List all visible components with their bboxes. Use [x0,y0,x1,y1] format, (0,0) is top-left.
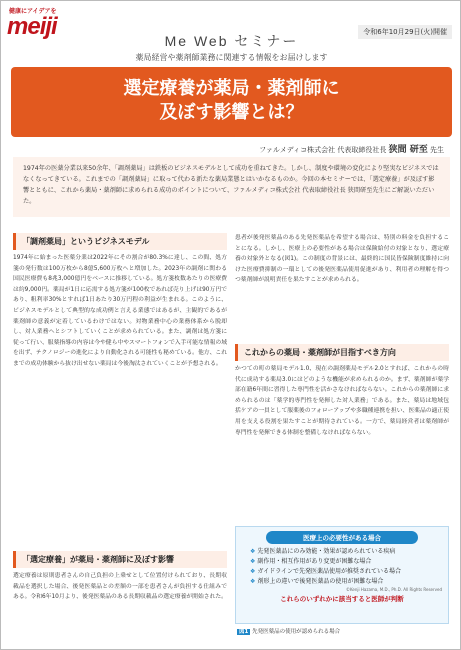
figure-copyright: ©Kenji Hazama, M.D., Ph.D. All Rights Reserved [345,587,442,592]
figure-footer: これらのいずれかに該当すると医師が判断 [280,595,404,603]
section-heading-future-direction: これからの薬局・薬剤師が目指すべき方向 [235,344,449,361]
logo-tagline: 健康にアイデアを [9,8,57,15]
section-heading-business-model: 「調剤薬局」というビジネスモデル [13,233,227,250]
figure-item [236,557,448,567]
figure-caption-text: 先発医薬品の使用が認められる場合 [252,629,341,635]
figure-caption-label: 図1 [239,629,249,635]
seminar-subtitle: 薬局経営や薬剤師業務に関連する情報をお届けします [135,53,328,62]
seminar-title: Me Web セミナー [164,33,299,49]
title-banner [11,67,452,137]
section-text-business-model: 1974年に始まった医薬分業は2022年にその割合が80.3%に達し、この間、処方箋の発行数は100万枚から8億5,600万枚へと増加した。2023年の調剤に関わる国民医療費も8兆3,000億円をベースに推移している。処方箋枚数あたりの医療費は約9,000円。薬局が1日に応需する処方箋が100枚であれば売り上げは90万円であり、粗利率30%とすれば1日あたり30万円程の利益が生まれる。このように、ビジネスモデルとして典型的な成功例と言える業態ではあるが、主観的であるが薬剤師の意義が定着しているわけではない。対物業務中心の業務体系から脱却し、対人業務へとシフトしていくことが求められている。また、調剤は処方箋に従って行い、服薬指導の内容は今や健ら中やスマートフォンで入手可能な情報の域を出ず、テクノロジーの進化により自動化される可能性も秘めている。他方、これまでの成功体験から抜け出せない薬局は今後淘汰されていくことが予想される。 [13,255,227,367]
right-top-text: 患者が後発医薬品のある先発医薬品を希望する場合は、特別の料金を負担することになる。しかし、医療上の必要性がある場合は保険給付の対象となり、選定療養の対象外となる(図1)。この制度の背景には、最終的に国民皆保険制度維持に向けた医療費抑制の一環としての後発医薬品使用促進があり、利用者の理解を得つつ薬剤師が説明責任を果たすことが求められる。 [235,235,449,284]
date-badge: 令和6年10月29日(火)開催 [358,25,452,39]
figure-item-text: 先発医薬品にのみ効能・効果が認められている疾病 [257,548,396,555]
section-text-selective-care: 選定療養は原則患者さんの自己負担の上乗せとして位置付けられており、長期収載品を選択した場合、後発医薬品との差額の一部を患者さんが負担する仕組みである。令和6年10月より、後発医薬品のある長期収載品の選定療養が開始された。 [13,573,227,601]
check-icon: ❖ [250,558,256,565]
figure-item-text: ガイドラインで先発医薬品使用が推奨されている場合 [257,568,402,575]
author-line [259,142,444,155]
section-text-future-direction: かつての町の薬局モデル1.0、現在の調剤薬局モデル2.0とすれば、これからの時代に成功する薬局3.0にはどのような機能が求められるのか。まず、薬剤師が薬学部在籍6年間に習得した専門性を活かさなければならない。これからの薬剤師に求められるのは「薬学的専門性を発揮した対人業務」である。また、薬局は地域包括ケアの一員として服薬後のフォローアップや多職種連携を担い、医薬品の適正使用を支える役割を果たすことが期待されている。一方で、薬局経営者は薬剤師が専門性を発揮できる体制を整備しなければならない。 [235,366,449,436]
check-icon: ❖ [250,578,256,585]
figure-item-text: 副作用・相互作用があり変更が困難な場合 [257,558,372,565]
figure-item [236,567,448,577]
author-honorific: 先生 [430,146,444,154]
check-icon: ❖ [250,548,256,555]
meiji-logo: meiji [7,13,57,40]
figure-caption [237,627,340,635]
check-icon: ❖ [250,568,256,575]
figure-item-text: 剤形上の違いで後発医薬品の使用が困難な場合 [257,578,384,585]
figure-item [236,577,448,587]
section-heading-selective-care: 「選定療養」が薬局・薬剤師に及ぼす影響 [13,551,227,568]
figure-header: 医療上の必要性がある場合 [266,531,418,544]
title-line-1: 選定療養が薬局・薬剤師に [123,78,340,99]
figure-item [236,547,448,557]
title-line-2: 及ぼす影響とは？ [159,102,304,123]
author-affiliation: ファルメディコ株式会社 代表取締役社長 [259,146,387,154]
author-name: 狭間 研至 [388,145,428,155]
figure-1-box [235,526,449,624]
intro-paragraph: 1974年の医薬分業以来50余年、「調剤薬局」は鉄板のビジネスモデルとして成功を重ねてきた。しかし、制度や環境の変化により堅実なビジネスではなくなってきている。これまでの「調剤薬局」に取って代わる新たな薬局業態とはいかなるものか。今回の本セミナーでは、「選定療養」が及ぼす影響とともに、これから薬局・薬剤師に求められる成功のポイントについて、ファルメディコ株式会社 代表取締役社長 狭間研至先生にご解説いただいた。 [13,157,450,217]
